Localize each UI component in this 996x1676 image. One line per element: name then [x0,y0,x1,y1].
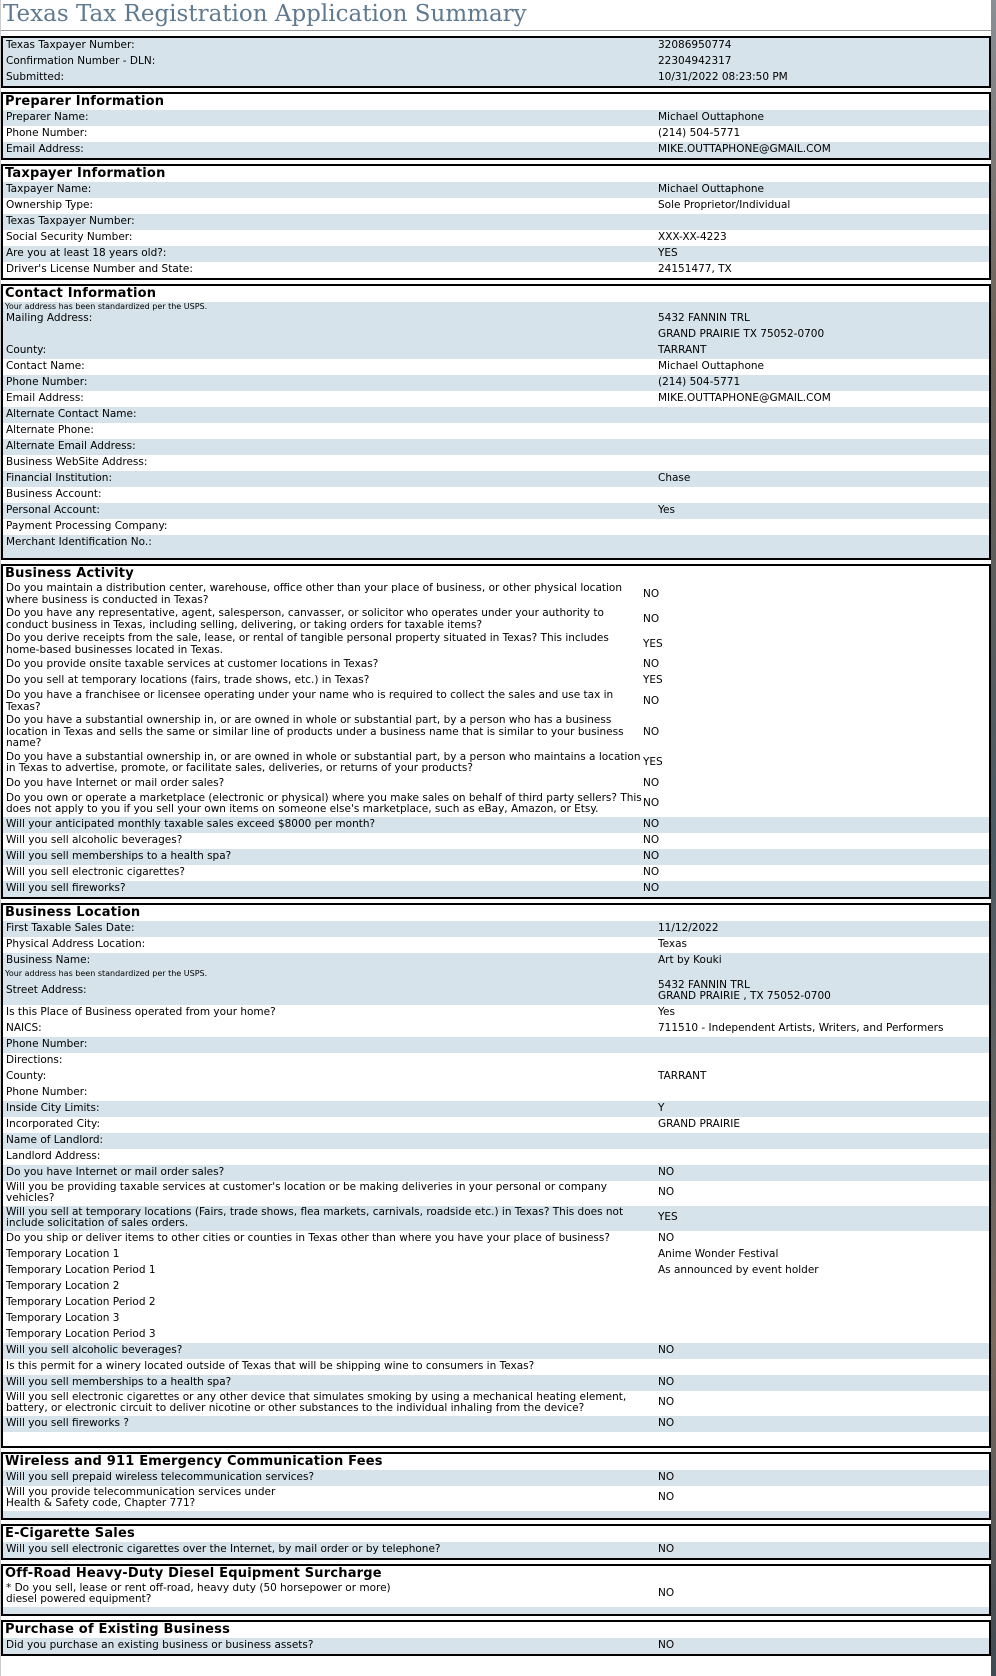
table-row [3,792,989,817]
row-label: Temporary Location 3 [6,1311,120,1324]
table-row [3,1021,989,1037]
table-row [3,38,989,54]
row-label: Will you sell electronic cigarettes or any other device that simulates smoking by using a mechanical heating element, battery, or electronic circuit to deliver nicotine or other substances to the individual inhaling from the device? [6,1390,627,1414]
row-label: Taxpayer Name: [6,183,92,196]
row-value: Yes [658,1005,675,1018]
table-row [3,359,989,375]
table-row [3,582,989,607]
row-value [658,1366,989,1368]
row-label: Phone Number: [6,127,88,140]
location-top-rows [3,921,989,969]
row-label: Inside City Limits: [6,1101,100,1114]
row-label: First Taxable Sales Date: [6,921,135,934]
taxpayer-section [1,164,991,280]
purchase-section [1,1620,991,1656]
contact-section [1,284,991,560]
sections [1,36,991,1656]
table-row [3,503,989,519]
contact-rows [3,343,989,551]
row-label: Will you sell prepaid wireless telecommunication services? [6,1470,315,1483]
row-label: Do you derive receipts from the sale, lease, or rental of tangible personal property situated in Texas? This includes home-based businesses located in Texas. [6,632,609,656]
row-value: NO [658,1638,675,1651]
table-row [3,487,989,503]
table-row [3,921,989,937]
row-value: Y [658,1101,665,1114]
row-label: Is this permit for a winery located outside of Texas that will be shipping wine to consumers in Texas? [6,1359,535,1372]
section-heading: Preparer Information [5,94,165,109]
row-label: Temporary Location Period 3 [6,1327,156,1340]
row-value [658,430,989,432]
row-value [658,221,989,223]
row-label: Landlord Address: [6,1149,101,1162]
row-label: Email Address: [6,143,84,156]
row-label: Ownership Type: [6,199,93,212]
row-value: NO [643,865,660,878]
row-label: * Do you sell, lease or rent off-road, heavy duty (50 horsepower or more) diesel powered equipment? [6,1581,391,1605]
row-label: Do you have any representative, agent, salesperson, canvasser, or solicitor who operates under your authority to conduct business in Texas, including selling, delivering, or taking orders for taxable items? [6,607,604,631]
row-value: 10/31/2022 08:23:50 PM [658,71,788,84]
row-label: NAICS: [6,1021,42,1034]
row-value: NO [658,1343,675,1356]
offroad-rows [3,1582,989,1607]
row-value: Anime Wonder Festival [658,1247,779,1260]
section-spacer [3,1432,989,1446]
row-label: Payment Processing Company: [6,520,168,533]
row-label: Mailing Address: [6,312,93,325]
table-row [3,1343,989,1359]
wireless-section [1,1452,991,1520]
row-value [658,462,989,464]
table-row [3,230,989,246]
row-label: Texas Taxpayer Number: [6,39,135,52]
table-row [3,1085,989,1101]
table-row [3,1247,989,1263]
ecig-section [1,1524,991,1560]
table-row [3,849,989,865]
table-row [3,833,989,849]
preparer-rows [3,110,989,158]
row-label: Business Name: [6,953,91,966]
section-heading: Taxpayer Information [5,166,166,181]
row-label: Alternate Phone: [6,424,94,437]
summary-section [1,36,991,88]
section-heading: E-Cigarette Sales [5,1525,135,1541]
row-label: Personal Account: [6,504,100,517]
section-heading: Business Location [5,904,141,920]
table-row [3,1295,989,1311]
row-value: NO [643,776,660,789]
row-label: Will you sell memberships to a health spa? [6,849,232,862]
purchase-rows [3,1638,989,1654]
table-row [3,1053,989,1069]
row-label: Temporary Location Period 1 [6,1263,156,1276]
table-row [3,1359,989,1375]
row-value: 24151477, TX [658,263,732,276]
row-value [658,328,989,342]
row-value: NO [643,881,660,894]
row-value [658,494,989,496]
row-value: 22304942317 [658,55,732,68]
row-value [658,1318,989,1320]
row-value: 11/12/2022 [658,921,719,934]
table-row [3,198,989,214]
section-spacer [3,1511,989,1518]
row-label: Will you be providing taxable services at customer's location or be making deliveries in your personal or company vehicles? [6,1180,607,1204]
table-row [3,439,989,455]
row-value: NO [658,1470,675,1483]
row-label: Do you provide onsite taxable services at customer locations in Texas? [6,658,379,671]
table-row [3,407,989,423]
table-row [3,1181,989,1206]
page-title: Texas Tax Registration Application Summary [1,0,991,31]
row-value: YES [643,756,663,769]
table-row [3,1582,989,1607]
location-section [1,903,991,1448]
section-heading: Business Activity [5,566,134,581]
row-value [658,1140,989,1142]
row-value: Michael Outtaphone [658,183,764,196]
table-row [3,1311,989,1327]
table-row [3,1231,989,1247]
offroad-section [1,1564,991,1616]
table-row [3,535,989,551]
table-row [3,423,989,439]
row-label: Financial Institution: [6,472,112,485]
row-value [658,414,989,416]
table-row [3,391,989,407]
table-row [3,214,989,230]
row-value [658,1044,989,1046]
row-value [658,542,989,544]
row-label: Social Security Number: [6,231,133,244]
row-value: NO [658,1416,675,1429]
row-label: Driver's License Number and State: [6,263,193,276]
table-row [3,1149,989,1165]
table-row [3,1117,989,1133]
row-value: YES [658,247,678,260]
row-label: Do you have a substantial ownership in, or are owned in whole or substantial part, by a person who has a business location in Texas and sells the same or similar line of products under a business name that is similar to your business name? [6,714,624,749]
usps-note: Your address has been standardized per the USPS. [3,302,989,311]
section-spacer [3,1607,989,1614]
row-label: Preparer Name: [6,111,89,124]
row-label: Name of Landlord: [6,1133,104,1146]
row-label: Are you at least 18 years old?: [6,247,167,260]
table-row [3,632,989,657]
row-value: YES [643,674,663,687]
row-label: Texas Taxpayer Number: [6,215,135,228]
row-value: NO [658,1375,675,1388]
row-label: Confirmation Number - DLN: [6,55,156,68]
row-value: 32086950774 [658,39,732,52]
row-label: Submitted: [6,71,65,84]
row-value [658,312,989,326]
row-label: Do you have Internet or mail order sales? [6,1165,225,1178]
row-label: Alternate Contact Name: [6,408,137,421]
row-value: NO [658,1587,675,1600]
row-label: Do you ship or deliver items to other cities or counties in Texas other than where you have your place of business? [6,1231,610,1244]
table-row [3,953,989,969]
preparer-section [1,92,991,160]
table-row [3,70,989,86]
row-value: Yes [658,504,675,517]
row-label: Do you own or operate a marketplace (electronic or physical) where you make sales on behalf of third party sellers? This does not apply to you if you sell your own items on someone else's marketplace, such as eBay, Amazon, or Etsy. [6,791,642,815]
table-row [3,110,989,126]
row-value: Sole Proprietor/Individual [658,199,791,212]
table-row [3,607,989,632]
table-row [3,1542,989,1558]
section-heading: Off-Road Heavy-Duty Diesel Equipment Surcharge [5,1565,382,1581]
row-value: MIKE.OUTTAPHONE@GMAIL.COM [658,392,831,405]
row-label: Will you sell alcoholic beverages? [6,833,183,846]
activity-rows [3,582,989,897]
section-heading: Wireless and 911 Emergency Communication Fees [5,1453,383,1469]
row-label [3,334,658,336]
row-label: Will you sell alcoholic beverages? [6,1343,183,1356]
row-label: Physical Address Location: [6,937,146,950]
street-line-1: 5432 FANNIN TRL [658,978,750,991]
address-line-2: GRAND PRAIRIE TX 75052-0700 [658,328,825,341]
row-value [658,1302,989,1304]
wireless-rows [3,1470,989,1511]
table-row [3,1486,989,1511]
row-value: (214) 504-5771 [658,127,741,140]
row-value [658,1060,989,1062]
row-value: NO [643,658,660,671]
table-row [3,262,989,278]
row-value: NO [643,694,660,707]
row-value: NO [658,1396,675,1409]
row-label: Is this Place of Business operated from your home? [6,1005,276,1018]
row-value: NO [658,1186,675,1199]
activity-section [1,564,991,899]
row-label: County: [6,344,47,357]
row-label: Business Account: [6,488,102,501]
table-row [3,54,989,70]
row-label: Phone Number: [6,1037,88,1050]
row-label: Incorporated City: [6,1117,101,1130]
table-row [3,1375,989,1391]
row-label: Phone Number: [6,1085,88,1098]
row-value: NO [658,1231,675,1244]
location-rows [3,1005,989,1432]
section-heading: Contact Information [5,286,157,301]
row-value [658,1156,989,1158]
row-label: Do you sell at temporary locations (fairs, trade shows, etc.) in Texas? [6,674,370,687]
table-row [3,1005,989,1021]
ecig-rows [3,1542,989,1558]
table-row [3,1279,989,1295]
table-row [3,142,989,158]
table-row [3,937,989,953]
row-label: Do you have Internet or mail order sales? [6,776,225,789]
row-value [658,1334,989,1336]
row-label: Street Address: [6,984,87,997]
row-label: Will your anticipated monthly taxable sales exceed $8000 per month? [6,817,376,830]
table-row [3,246,989,262]
row-value: NO [643,849,660,862]
row-label: Alternate Email Address: [6,440,136,453]
table-row [3,751,989,776]
row-value: NO [658,1491,675,1504]
row-value: NO [658,1542,675,1555]
row-label: Temporary Location 1 [6,1247,120,1260]
table-row [3,714,989,751]
table-row [3,455,989,471]
table-row [3,865,989,881]
table-row [3,689,989,714]
row-label: Will you sell electronic cigarettes? [6,865,185,878]
row-value: YES [643,637,663,650]
row-label: Will you provide telecommunication services under Health & Safety code, Chapter 771? [6,1485,276,1509]
row-value: MIKE.OUTTAPHONE@GMAIL.COM [658,143,831,156]
table-row [3,1416,989,1432]
row-label: Will you sell at temporary locations (Fairs, trade shows, flea markets, carnivals, roadside etc.) in Texas? This does not include solicitation of sales orders. [6,1205,624,1229]
row-value [658,526,989,528]
table-row [3,519,989,535]
section-heading: Purchase of Existing Business [5,1621,231,1637]
row-value [658,1092,989,1094]
row-label: County: [6,1069,47,1082]
row-value: Texas [658,937,688,950]
row-label: Did you purchase an existing business or business assets? [6,1638,314,1651]
row-value: (214) 504-5771 [658,376,741,389]
mailing-address-row-2 [3,327,989,343]
table-row [3,1037,989,1053]
table-row [3,776,989,792]
row-label: Will you sell fireworks? [6,881,126,894]
row-value [658,446,989,448]
row-value: NO [658,1165,675,1178]
row-value: NO [643,833,660,846]
section-spacer [3,551,989,558]
table-row [3,343,989,359]
table-row [3,1133,989,1149]
street-line-2: GRAND PRAIRIE , TX 75052-0700 [658,990,831,1002]
row-label: Directions: [6,1053,63,1066]
row-value: NO [643,797,660,810]
row-label: Do you have a substantial ownership in, or are owned in whole or substantial part, by a person who maintains a location in Texas to advertise, promote, or facilitate sales, deliveries, or returns of your products? [6,750,641,774]
row-value: NO [643,612,660,625]
table-row [3,881,989,897]
row-value: Michael Outtaphone [658,360,764,373]
address-line-1: 5432 FANNIN TRL [658,312,750,325]
row-value [658,1286,989,1288]
row-value: 711510 - Independent Artists, Writers, and Performers [658,1021,944,1034]
row-value: Chase [658,472,691,485]
mailing-address-row [3,311,989,327]
row-value: NO [643,725,660,738]
row-label: Do you maintain a distribution center, warehouse, office other than your place of business, or other physical location where business is conducted in Texas? [6,582,623,606]
table-row [3,817,989,833]
table-row [3,1638,989,1654]
table-row [3,1391,989,1416]
summary-rows [3,38,989,86]
row-value: As announced by event holder [658,1263,819,1276]
row-label: Contact Name: [6,360,85,373]
row-label: Merchant Identification No.: [6,536,152,549]
table-row [3,126,989,142]
table-row [3,1069,989,1085]
row-label: Will you sell memberships to a health spa? [6,1375,232,1388]
row-value: YES [658,1211,678,1224]
table-row [3,1101,989,1117]
table-row [3,471,989,487]
row-label: Will you sell electronic cigarettes over the Internet, by mail order or by telephone? [6,1542,441,1555]
row-value: NO [643,587,660,600]
row-label: Email Address: [6,392,84,405]
usps-note: Your address has been standardized per the USPS. [3,969,989,978]
row-label: Temporary Location 2 [6,1279,120,1292]
table-row [3,1206,989,1231]
table-row [3,673,989,689]
row-value: XXX-XX-4223 [658,231,727,244]
row-value: GRAND PRAIRIE [658,1117,740,1130]
table-row [3,182,989,198]
table-row [3,1327,989,1343]
table-row [3,657,989,673]
street-address-row [3,978,989,1005]
table-row [3,1470,989,1486]
row-value [658,979,989,1004]
row-label: Will you sell fireworks ? [6,1416,129,1429]
table-row [3,1165,989,1181]
taxpayer-rows [3,182,989,278]
row-value: NO [643,817,660,830]
row-label: Temporary Location Period 2 [6,1295,156,1308]
row-value: Michael Outtaphone [658,111,764,124]
row-label: Do you have a franchisee or licensee operating under your name who is required to collect the sales and use tax in Texas? [6,689,614,713]
table-row [3,375,989,391]
row-value: Art by Kouki [658,953,722,966]
row-value: TARRANT [658,344,707,357]
row-label: Phone Number: [6,376,88,389]
row-label: Business WebSite Address: [6,456,148,469]
table-row [3,1263,989,1279]
row-value: TARRANT [658,1069,707,1082]
